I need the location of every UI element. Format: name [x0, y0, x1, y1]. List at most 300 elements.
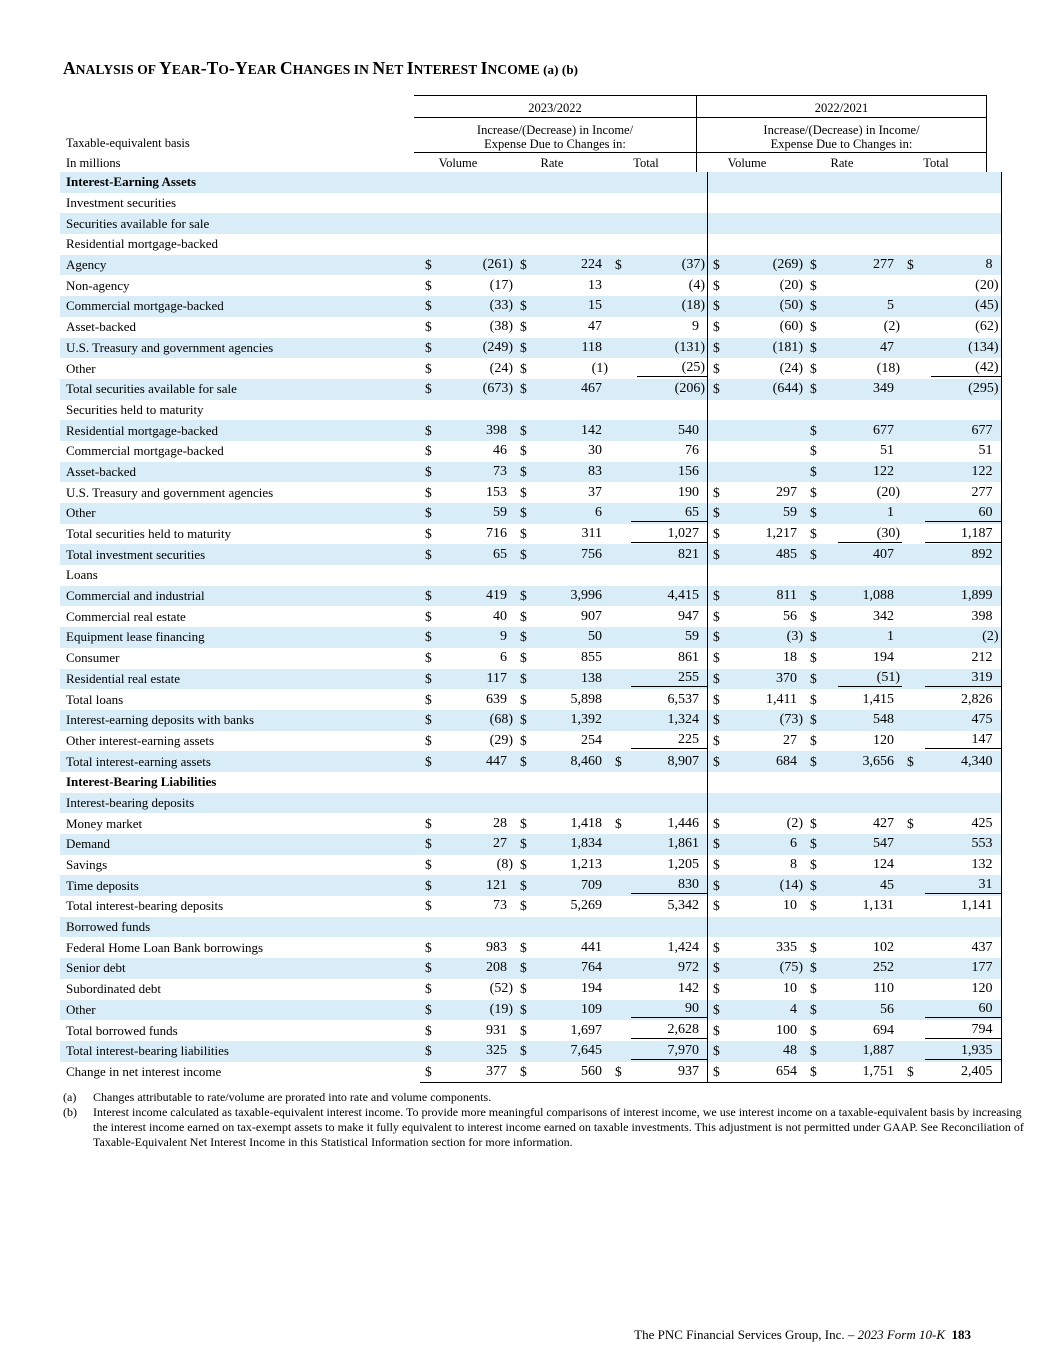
dollar-sign: $	[420, 586, 441, 607]
cell-number: 51	[880, 443, 894, 459]
row-label: Other	[60, 503, 420, 524]
cell-value	[631, 358, 708, 379]
cell-value	[631, 669, 708, 690]
dollar-sign	[420, 793, 441, 814]
cell-number: 441	[581, 939, 602, 955]
cell-value	[441, 565, 515, 586]
cell-number: 756	[581, 546, 602, 562]
dollar-sign	[610, 834, 631, 855]
cell-number: 47	[588, 319, 602, 335]
cell-number: (37)	[681, 257, 705, 273]
table-row	[60, 317, 1001, 338]
cell-value	[923, 896, 1001, 917]
cell-number: (20)	[876, 484, 900, 500]
cell-number: 694	[873, 1022, 894, 1038]
cell-value	[536, 213, 610, 234]
dollar-sign: $	[425, 691, 432, 707]
dollar-sign: $	[810, 1022, 817, 1038]
title-part: C	[279, 58, 293, 78]
dollar-sign	[708, 213, 730, 234]
cell-value	[826, 586, 902, 607]
cell-value	[441, 793, 515, 814]
cell-number: 10	[783, 981, 797, 997]
cell-number: 1,887	[862, 1043, 894, 1059]
cell-value	[441, 834, 515, 855]
dollar-sign: $	[805, 420, 826, 441]
cell-value	[536, 669, 610, 690]
table-row	[60, 338, 1001, 359]
cell-value	[729, 896, 805, 917]
cell-number: 120	[971, 981, 993, 997]
cell-value	[729, 937, 805, 958]
dollar-sign: $	[708, 482, 730, 503]
cell-value	[536, 917, 610, 938]
dollar-sign	[610, 1020, 631, 1041]
dollar-sign: $	[805, 669, 826, 690]
cell-number: 716	[486, 526, 507, 542]
title-part: O	[218, 62, 230, 77]
cell-value	[729, 834, 805, 855]
cell-value	[826, 669, 902, 690]
cell-value	[923, 358, 1001, 379]
cell-number: 447	[486, 753, 507, 769]
cell-value	[441, 1000, 515, 1021]
dollar-sign	[610, 544, 631, 565]
dollar-sign: $	[420, 627, 441, 648]
dollar-sign	[610, 1041, 631, 1062]
cell-value	[729, 917, 805, 938]
cell-value	[923, 875, 1001, 896]
row-label: Commercial mortgage-backed	[60, 296, 420, 317]
dollar-sign: $	[805, 958, 826, 979]
dollar-sign: $	[810, 277, 817, 293]
cell-value	[923, 751, 1001, 772]
cell-value	[923, 296, 1001, 317]
cell-number: 1,418	[570, 815, 602, 831]
dollar-sign: $	[515, 338, 536, 359]
cell-value	[536, 358, 610, 379]
cell-value	[729, 1000, 805, 1021]
cell-value	[826, 172, 902, 193]
row-label: Non-agency	[66, 277, 130, 293]
cell-number: (18)	[681, 298, 705, 314]
cell-value	[536, 710, 610, 731]
dollar-sign: $	[805, 544, 826, 565]
dollar-sign	[902, 855, 923, 876]
cell-number: 5	[887, 298, 894, 314]
cell-value	[826, 400, 902, 421]
cell-value	[729, 855, 805, 876]
row-label: Federal Home Loan Bank borrowings	[66, 939, 264, 955]
cell-value	[923, 710, 1001, 731]
cell-value	[729, 1062, 805, 1083]
dollar-sign: $	[420, 255, 441, 276]
cell-number: 1,935	[925, 1043, 1001, 1060]
cell-value	[923, 1020, 1001, 1041]
dollar-sign	[805, 213, 826, 234]
cell-number: 983	[486, 939, 507, 955]
dollar-sign: $	[805, 710, 826, 731]
dollar-sign	[902, 213, 923, 234]
dollar-sign: $	[520, 360, 527, 376]
cell-number: (52)	[489, 981, 513, 997]
dollar-sign: $	[520, 1022, 527, 1038]
dollar-sign: $	[708, 855, 730, 876]
cell-number: 9	[500, 629, 507, 645]
cell-value	[441, 234, 515, 255]
dollar-sign	[805, 193, 826, 214]
cell-number: 1,088	[862, 588, 894, 604]
cell-number: (24)	[489, 360, 513, 376]
cell-value	[729, 689, 805, 710]
row-label: Time deposits	[60, 875, 420, 896]
cell-value	[826, 482, 902, 503]
dollar-sign: $	[708, 813, 730, 834]
net-interest-income-table	[60, 172, 1002, 1083]
cell-number: 194	[581, 981, 602, 997]
cell-number: (60)	[779, 319, 803, 335]
cell-number: 225	[631, 732, 707, 749]
dollar-sign: $	[425, 650, 432, 666]
cell-value	[441, 213, 515, 234]
dollar-sign	[610, 669, 631, 690]
dollar-sign	[902, 565, 923, 586]
dollar-sign	[902, 275, 923, 296]
dollar-sign	[610, 793, 631, 814]
row-label: Interest-bearing deposits	[60, 793, 420, 814]
cell-number: (295)	[968, 381, 999, 397]
dollar-sign	[610, 193, 631, 214]
cell-number: 147	[925, 732, 1001, 749]
row-label: Subordinated debt	[66, 981, 161, 997]
table-row	[60, 544, 1001, 565]
cell-value	[826, 813, 902, 834]
cell-number: 4,340	[961, 753, 993, 769]
table-row	[60, 772, 1001, 793]
cell-value	[441, 937, 515, 958]
cell-value	[729, 255, 805, 276]
cell-value	[923, 958, 1001, 979]
dollar-sign	[708, 172, 730, 193]
dollar-sign: $	[520, 691, 527, 707]
cell-number: 1,213	[570, 857, 602, 873]
cell-number: 212	[971, 650, 993, 666]
cell-value	[631, 1041, 708, 1062]
col-volume-1: Volume	[438, 156, 478, 170]
dollar-sign: $	[520, 484, 527, 500]
cell-value	[631, 813, 708, 834]
cell-number: 2,628	[631, 1022, 707, 1039]
dollar-sign: $	[515, 875, 536, 896]
cell-number: 59	[493, 505, 507, 521]
cell-value	[729, 586, 805, 607]
table-row	[60, 813, 1001, 834]
dollar-sign	[902, 648, 923, 669]
dollar-sign: $	[810, 526, 817, 542]
dollar-sign	[708, 441, 730, 462]
dollar-sign: $	[425, 939, 432, 955]
dollar-sign	[610, 689, 631, 710]
cell-number: 153	[486, 484, 507, 500]
dollar-sign	[902, 917, 923, 938]
row-label: Total borrowed funds	[66, 1022, 178, 1038]
cell-number: 8,907	[667, 753, 699, 769]
dollar-sign: $	[805, 1041, 826, 1062]
cell-value	[826, 979, 902, 1000]
col-total-2: Total	[923, 156, 949, 170]
cell-value	[826, 627, 902, 648]
cell-number: 40	[493, 608, 507, 624]
cell-number: (3)	[786, 629, 803, 645]
cell-value	[536, 172, 610, 193]
cell-value	[729, 793, 805, 814]
cell-value	[923, 317, 1001, 338]
cell-number: 1,187	[925, 526, 1001, 543]
cell-value	[826, 275, 902, 296]
cell-value	[826, 834, 902, 855]
dollar-sign	[420, 400, 441, 421]
title-part: I	[480, 58, 488, 78]
cell-value	[826, 772, 902, 793]
cell-value	[729, 213, 805, 234]
dollar-sign: $	[708, 1041, 730, 1062]
table-row	[60, 731, 1001, 752]
dollar-sign	[610, 979, 631, 1000]
cell-number: 335	[776, 939, 797, 955]
cell-value	[729, 275, 805, 296]
cell-value	[729, 420, 805, 441]
cell-number: 109	[581, 1001, 602, 1017]
cell-value	[729, 751, 805, 772]
dollar-sign: $	[515, 710, 536, 731]
cell-value	[536, 462, 610, 483]
cell-value	[923, 793, 1001, 814]
cell-number: 437	[971, 939, 993, 955]
cell-number: 59	[685, 629, 699, 645]
footer-company: The PNC Financial Services Group, Inc. –	[634, 1327, 858, 1342]
cell-value	[441, 379, 515, 400]
cell-number: (18)	[876, 360, 900, 376]
cell-value	[536, 234, 610, 255]
cell-number: 47	[880, 339, 894, 355]
cell-value	[826, 234, 902, 255]
cell-value	[631, 1062, 708, 1083]
dollar-sign: $	[708, 937, 730, 958]
dollar-sign: $	[805, 255, 826, 276]
cell-number: 709	[581, 877, 602, 893]
cell-value	[441, 669, 515, 690]
cell-value	[631, 338, 708, 359]
cell-value	[441, 1041, 515, 1062]
cell-value	[536, 503, 610, 524]
cell-value	[729, 544, 805, 565]
cell-number: 467	[581, 381, 602, 397]
title-part: Y	[159, 58, 172, 78]
cell-value	[826, 1000, 902, 1021]
dollar-sign: $	[425, 319, 432, 335]
cell-value	[441, 896, 515, 917]
cell-value	[923, 565, 1001, 586]
dollar-sign	[515, 400, 536, 421]
cell-value	[536, 379, 610, 400]
cell-number: 1,697	[570, 1022, 602, 1038]
cell-value	[729, 503, 805, 524]
table-row	[60, 379, 1001, 400]
dollar-sign: $	[515, 751, 536, 772]
cell-value	[923, 834, 1001, 855]
cell-number: 947	[678, 608, 699, 624]
dollar-sign	[610, 648, 631, 669]
row-label: Agency	[60, 255, 420, 276]
cell-number: (131)	[674, 339, 705, 355]
cell-number: (20)	[975, 277, 999, 293]
cell-value	[441, 296, 515, 317]
dollar-sign	[902, 1000, 923, 1021]
row-label: Total interest-bearing liabilities	[60, 1041, 420, 1062]
footnotes	[63, 1090, 1023, 1160]
dollar-sign: $	[420, 1062, 441, 1083]
cell-value	[536, 317, 610, 338]
cell-number: 252	[873, 960, 894, 976]
cell-number: 1,751	[862, 1063, 894, 1079]
dollar-sign	[610, 627, 631, 648]
cell-number: 120	[873, 732, 894, 748]
dollar-sign	[610, 275, 631, 296]
cell-value	[441, 317, 515, 338]
cell-value	[923, 1062, 1001, 1083]
cell-number: 794	[925, 1022, 1001, 1039]
dollar-sign: $	[520, 898, 527, 914]
dollar-sign: $	[420, 751, 441, 772]
cell-value	[826, 462, 902, 483]
units-label: In millions	[66, 156, 121, 170]
dollar-sign: $	[515, 1041, 536, 1062]
dollar-sign: $	[810, 691, 817, 707]
cell-value	[631, 648, 708, 669]
cell-number: 1,424	[667, 939, 699, 955]
table-row	[60, 606, 1001, 627]
dollar-sign	[805, 400, 826, 421]
cell-value	[729, 172, 805, 193]
dollar-sign	[610, 772, 631, 793]
cell-number: 892	[971, 546, 993, 562]
cell-number: 208	[486, 960, 507, 976]
cell-value	[729, 627, 805, 648]
cell-number: (51)	[838, 670, 902, 687]
cell-value	[631, 937, 708, 958]
cell-number: 8,460	[570, 753, 602, 769]
dollar-sign	[708, 917, 730, 938]
dollar-sign: $	[520, 981, 527, 997]
col-total-1: Total	[633, 156, 659, 170]
dollar-sign: $	[515, 544, 536, 565]
cell-number: (30)	[838, 526, 902, 543]
cell-number: 254	[581, 732, 602, 748]
cell-number: 194	[873, 650, 894, 666]
cell-value	[631, 855, 708, 876]
cell-value	[536, 855, 610, 876]
cell-value	[536, 896, 610, 917]
dollar-sign: $	[520, 608, 527, 624]
cell-value	[631, 234, 708, 255]
table-row	[60, 400, 1001, 421]
cell-value	[536, 400, 610, 421]
dollar-sign	[610, 420, 631, 441]
cell-value	[826, 379, 902, 400]
dollar-sign	[902, 358, 923, 379]
row-label: Consumer	[66, 650, 120, 666]
period-2022-2021: 2022/2021	[814, 101, 869, 115]
dollar-sign: $	[810, 319, 817, 335]
dollar-sign: $	[420, 420, 441, 441]
row-label: Securities available for sale	[60, 213, 420, 234]
dollar-sign	[902, 400, 923, 421]
page-number: 183	[951, 1327, 971, 1342]
row-label: Change in net interest income	[66, 1064, 222, 1080]
dollar-sign	[420, 917, 441, 938]
dollar-sign: $	[810, 939, 817, 955]
dollar-sign	[515, 193, 536, 214]
cell-value	[826, 917, 902, 938]
dollar-sign: $	[420, 503, 441, 524]
cell-number: (50)	[779, 298, 803, 314]
cell-value	[826, 875, 902, 896]
row-label: Interest-Earning Assets	[60, 172, 420, 193]
cell-number: 1,131	[862, 898, 894, 914]
cell-value	[826, 689, 902, 710]
cell-number: 124	[873, 857, 894, 873]
dollar-sign: $	[708, 896, 730, 917]
cell-value	[631, 586, 708, 607]
row-label: Securities held to maturity	[66, 401, 204, 417]
cell-value	[441, 855, 515, 876]
cell-value	[923, 627, 1001, 648]
cell-number: 28	[493, 815, 507, 831]
dollar-sign: $	[515, 958, 536, 979]
cell-number: 59	[783, 505, 797, 521]
cell-number: 60	[925, 505, 1001, 522]
cell-value	[441, 441, 515, 462]
title-part: EAR	[247, 62, 280, 77]
cell-number: 118	[581, 339, 602, 355]
dollar-sign: $	[708, 689, 730, 710]
title-part: -Y	[229, 58, 248, 78]
dollar-sign: $	[610, 255, 631, 276]
cell-number: 370	[776, 670, 797, 686]
title-part: HANGES IN	[292, 62, 373, 77]
dollar-sign: $	[515, 379, 536, 400]
cell-value	[826, 937, 902, 958]
cell-value	[826, 855, 902, 876]
footer-form: 2023 Form 10-K	[857, 1327, 945, 1342]
cell-value	[826, 317, 902, 338]
cell-number: 122	[873, 463, 894, 479]
cell-number: 8	[790, 857, 797, 873]
cell-value	[923, 213, 1001, 234]
dollar-sign: $	[515, 627, 536, 648]
cell-value	[441, 482, 515, 503]
cell-value	[923, 1041, 1001, 1062]
table-row	[60, 296, 1001, 317]
title-part: I	[406, 58, 414, 78]
cell-number: 4	[790, 1001, 797, 1017]
dollar-sign: $	[708, 648, 730, 669]
cell-number: 65	[493, 546, 507, 562]
table-row	[60, 958, 1001, 979]
dollar-sign	[420, 234, 441, 255]
dollar-sign: $	[425, 1022, 432, 1038]
dollar-sign	[610, 565, 631, 586]
